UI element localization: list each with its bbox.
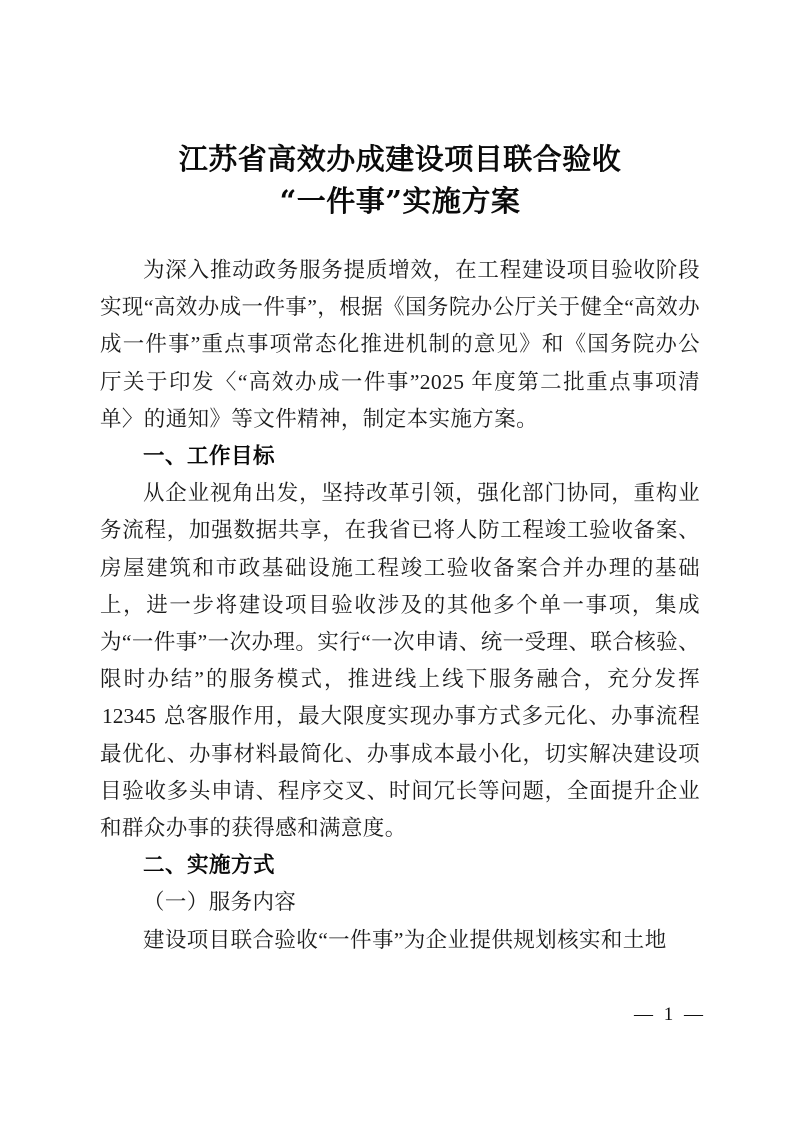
work-goal-text-part-2: 总客服作用，最大限度实现办事方式多元化、办事流程最优化、办事材料最简化、办事成本最小化，切实解决建设项目验收多头申请、程序交叉、时间冗长等问题，全面提升企业和群众办事的获得感和满意度。 bbox=[100, 704, 700, 841]
document-content bbox=[100, 0, 700, 959]
page-title bbox=[100, 0, 700, 222]
title-line-2: “一件事”实施方案 bbox=[279, 184, 521, 218]
work-goal-text-part-1: 从企业视角出发，坚持改革引领，强化部门协同，重构业务流程，加强数据共享，在我省已将人防工程竣工验收备案、房屋建筑和市政基础设施工程竣工验收备案合并办理的基础上，进一步将建设项目验收涉及的其他多个单一事项，集成为“一件事”一次办理。实行“一次申请、统一受理、联合核验、限时办结”的服务模式，推进线上线下服务融合，充分发挥 bbox=[100, 481, 700, 692]
page-footer bbox=[0, 1000, 800, 1030]
paragraph-intro: 为深入推动政务服务提质增效，在工程建设项目验收阶段实现“高效办成一件事”，根据《国务院办公厅关于健全“高效办成一件事”重点事项常态化推进机制的意见》和《国务院办公厅关于印发〈“高效办成一件事”2025 年度第二批重点事项清单〉的通知》等文件精神，制定本实施方案。 bbox=[100, 258, 700, 431]
document-body bbox=[100, 252, 700, 959]
paragraph-work-goal bbox=[100, 475, 700, 847]
page-number: — 1 — bbox=[634, 1004, 706, 1025]
paragraph-service-content: 建设项目联合验收“一件事”为企业提供规划核实和土地 bbox=[143, 927, 667, 952]
title-line-1: 江苏省高效办成建设项目联合验收 bbox=[178, 142, 622, 176]
heading-subsection-one: （一）服务内容 bbox=[143, 890, 297, 915]
heading-section-one: 一、工作目标 bbox=[143, 444, 276, 470]
hotline-number: 12345 bbox=[102, 704, 156, 729]
heading-section-two: 二、实施方式 bbox=[143, 853, 276, 879]
